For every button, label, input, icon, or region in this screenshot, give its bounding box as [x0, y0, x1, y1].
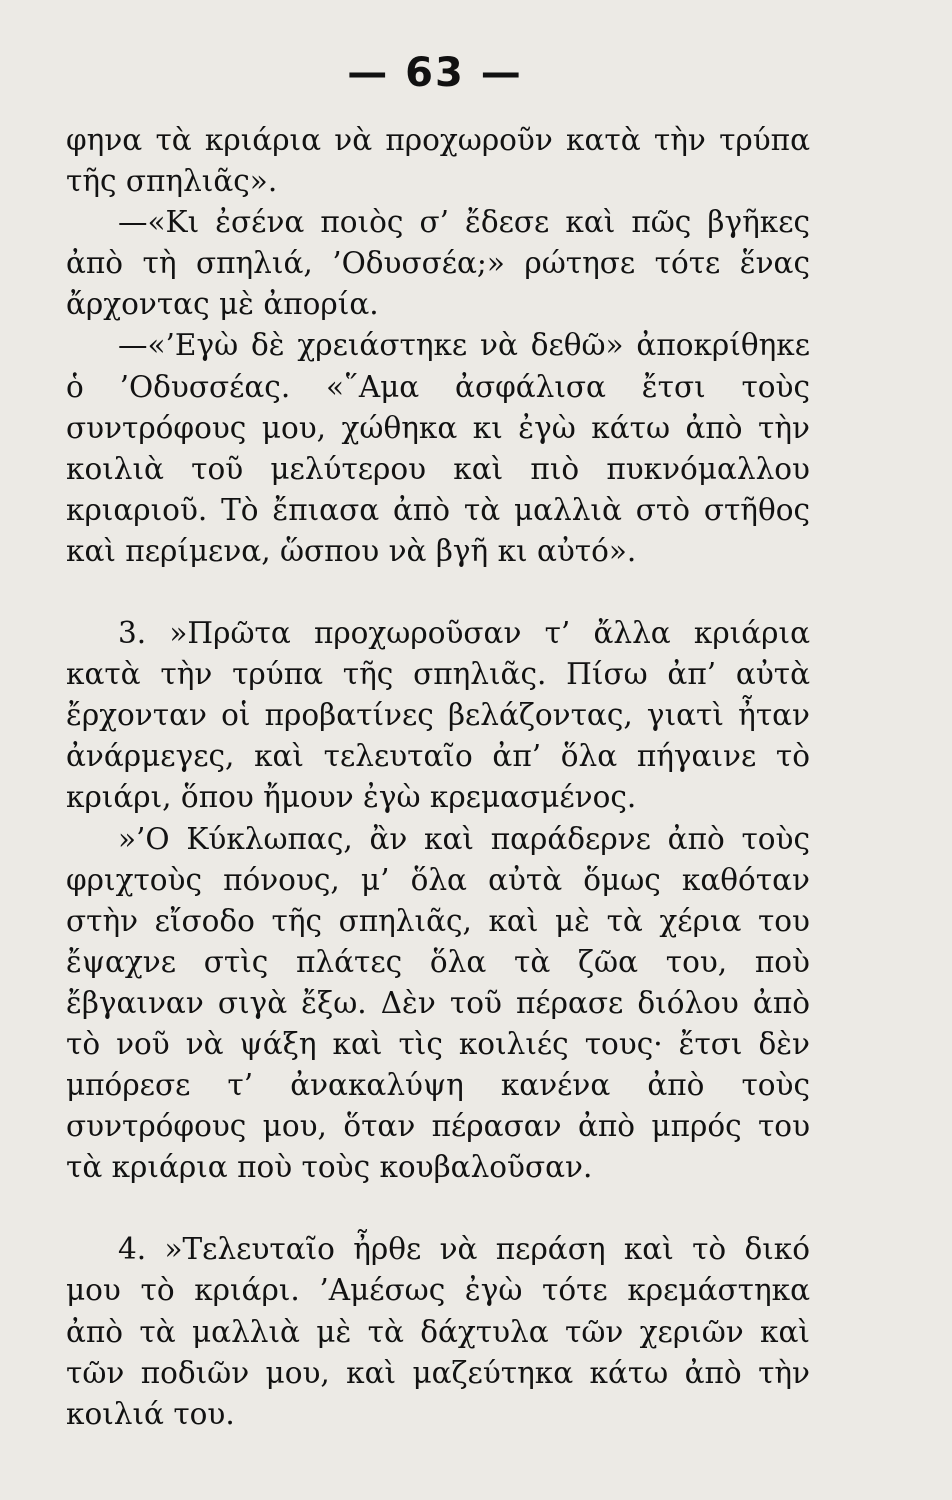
paragraph-dialogue-question: —«Κι ἐσένα ποιὸς σ’ ἔδεσε καὶ πῶς βγῆκες ἀπὸ τὴ σπηλιά, ’Οδυσσέα;» ρώτησε τότε ἕνας ἄρχοντας μὲ ἀπορία.: [66, 205, 810, 322]
paragraph-section-4: 4. »Τελευταῖο ἦρθε νὰ περάση καὶ τὸ δικό μου τὸ κριάρι. ’Αμέσως ἐγὼ τότε κρεμάστηκα ἀπὸ τὰ μαλλιὰ μὲ τὰ δάχτυλα τῶν χεριῶν καὶ τῶν ποδιῶν μου, καὶ μαζεύτηκα κάτω ἀπὸ τὴν κοιλιά του.: [66, 1232, 810, 1431]
paragraph-cyclops: »’Ο Κύκλωπας, ἂν καὶ παράδερνε ἀπὸ τοὺς φριχτοὺς πόνους, μ’ ὅλα αὐτὰ ὅμως καθόταν στὴν εἴσοδο τῆς σπηλιᾶς, καὶ μὲ τὰ χέρια του ἔψαχνε στὶς πλάτες ὅλα τὰ ζῶα του, ποὺ ἔβγαιναν σιγὰ ἔξω. Δὲν τοῦ πέρασε διόλου ἀπὸ τὸ νοῦ νὰ ψάξη καὶ τὶς κοιλιές τους· ἔτσι δὲν μπόρεσε τ’ ἀνακαλύψη κανένα ἀπὸ τοὺς συντρόφους μου, ὅταν πέρασαν ἀπὸ μπρός του τὰ κριάρια ποὺ τοὺς κουβαλοῦσαν.: [66, 821, 810, 1185]
paragraph-section-3: 3. »Πρῶτα προχωροῦσαν τ’ ἄλλα κριάρια κατὰ τὴν τρύπα τῆς σπηλιᾶς. Πίσω ἀπ’ αὐτὰ ἔρχονταν οἱ προβατίνες βελάζοντας, γιατὶ ἦταν ἀνάρμεγες, καὶ τελευταῖο ἀπ’ ὅλα πήγαινε τὸ κριάρι, ὅπου ἤμουν ἐγὼ κρεμασμένος.: [66, 616, 810, 815]
page-number: — 63 —: [347, 50, 523, 96]
paragraph-continuation: φηνα τὰ κριάρια νὰ προχωροῦν κατὰ τὴν τρύπα τῆς σπηλιᾶς».: [66, 123, 810, 199]
paragraph-dialogue-answer: —«’Εγὼ δὲ χρειάστηκε νὰ δεθῶ» ἀποκρίθηκε ὁ ’Οδυσσέας. «῞Αμα ἀσφάλισα ἔτσι τοὺς συντρόφους μου, χώθηκα κι ἐγὼ κάτω ἀπὸ τὴν κοιλιὰ τοῦ μελύτερου καὶ πιὸ πυκνόμαλλου κριαριοῦ. Τὸ ἔπιασα ἀπὸ τὰ μαλλιὰ στὸ στῆθος καὶ περίμενα, ὥσπου νὰ βγῆ κι αὐτό».: [66, 328, 810, 568]
body-text: [66, 120, 810, 1435]
